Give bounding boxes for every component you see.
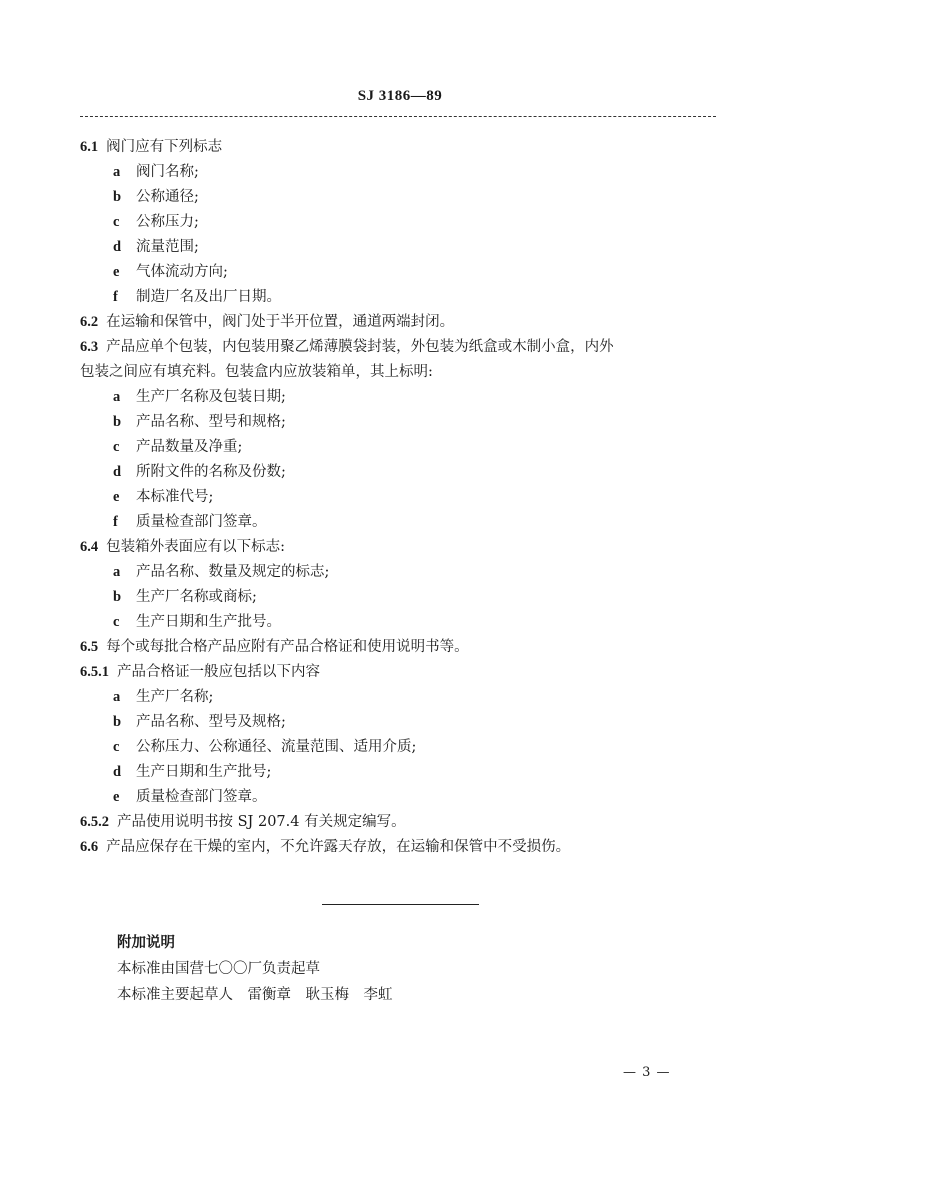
line-text: 质量检查部门签章。	[136, 789, 267, 805]
clause-number: 6.2	[80, 314, 99, 330]
list-item	[80, 510, 720, 535]
item-letter: d	[113, 464, 122, 480]
line-text: 生产日期和生产批号。	[136, 614, 281, 630]
clause-number: 6.5.1	[80, 664, 109, 680]
line-text: 所附文件的名称及份数;	[136, 464, 286, 480]
item-letter: d	[113, 764, 122, 780]
list-item	[80, 410, 720, 435]
item-letter: f	[113, 514, 118, 530]
line-text: 产品应单个包装，内包装用聚乙烯薄膜袋封装，外包装为纸盒或木制小盒，内外	[106, 339, 614, 355]
line-text: 阀门名称;	[136, 164, 199, 180]
list-item	[80, 160, 720, 185]
list-item	[80, 235, 720, 260]
list-item	[80, 460, 720, 485]
line-text: 质量检查部门签章。	[136, 514, 267, 530]
item-letter: e	[113, 489, 120, 505]
clause-line	[80, 310, 720, 335]
line-text: 公称通径;	[136, 189, 199, 205]
clause-line	[80, 535, 720, 560]
item-letter: c	[113, 739, 120, 755]
item-letter: d	[113, 239, 122, 255]
clause-number: 6.1	[80, 139, 99, 155]
line-text: 公称压力;	[136, 214, 199, 230]
list-item	[80, 760, 720, 785]
clause-line	[80, 135, 720, 160]
line-text: 产品名称、型号和规格;	[136, 414, 286, 430]
list-item	[80, 385, 720, 410]
item-letter: b	[113, 589, 122, 605]
list-item	[80, 610, 720, 635]
clause-number: 6.3	[80, 339, 99, 355]
item-letter: e	[113, 789, 120, 805]
line-text: 每个或每批合格产品应附有产品合格证和使用说明书等。	[106, 639, 469, 655]
clause-line	[80, 835, 720, 860]
line-text: 产品应保存在干燥的室内，不允许露天存放，在运输和保管中不受损伤。	[106, 839, 571, 855]
section-divider	[322, 904, 479, 905]
line-text: 生产厂名称或商标;	[136, 589, 257, 605]
clause-number: 6.6	[80, 839, 99, 855]
line-text: 公称压力、公称通径、流量范围、适用介质;	[136, 739, 417, 755]
list-item	[80, 735, 720, 760]
item-letter: c	[113, 214, 120, 230]
clause-line	[80, 660, 720, 685]
page-number: — 3 —	[623, 1065, 671, 1080]
list-item	[80, 485, 720, 510]
clause-number: 6.5.2	[80, 814, 109, 830]
item-letter: a	[113, 689, 121, 705]
line-text: 制造厂名及出厂日期。	[136, 289, 281, 305]
line-text: 气体流动方向;	[136, 264, 228, 280]
list-item	[80, 560, 720, 585]
continuation-line	[80, 360, 720, 385]
line-text: 阀门应有下列标志	[106, 139, 223, 155]
list-item	[80, 785, 720, 810]
line-text: 流量范围;	[136, 239, 199, 255]
clause-line	[80, 810, 720, 835]
appendix-drafting-unit: 本标准由国营七〇〇厂负责起草	[117, 961, 320, 977]
appendix-title: 附加说明	[117, 934, 175, 951]
appendix	[117, 930, 717, 1008]
list-item	[80, 185, 720, 210]
list-item	[80, 710, 720, 735]
item-letter: f	[113, 289, 118, 305]
list-item	[80, 210, 720, 235]
document-header: SJ 3186—89	[357, 88, 443, 104]
item-letter: a	[113, 389, 121, 405]
line-text: 包装之间应有填充料。包装盒内应放装箱单，其上标明:	[80, 364, 433, 380]
item-letter: b	[113, 714, 122, 730]
clause-number: 6.4	[80, 539, 99, 555]
clause-line	[80, 335, 720, 360]
body-content	[80, 135, 720, 860]
list-item	[80, 685, 720, 710]
item-letter: e	[113, 264, 120, 280]
line-text: 产品数量及净重;	[136, 439, 243, 455]
line-text: 生产厂名称及包装日期;	[136, 389, 286, 405]
line-text: 生产日期和生产批号;	[136, 764, 272, 780]
item-letter: b	[113, 189, 122, 205]
appendix-drafters: 本标准主要起草人 雷衡章 耿玉梅 李虹	[117, 987, 393, 1003]
clause-line	[80, 635, 720, 660]
list-item	[80, 285, 720, 310]
line-text: 产品名称、数量及规定的标志;	[136, 564, 330, 580]
item-letter: a	[113, 164, 121, 180]
list-item	[80, 435, 720, 460]
line-text: 包装箱外表面应有以下标志:	[106, 539, 286, 555]
line-text: 产品合格证一般应包括以下内容	[117, 664, 320, 680]
item-letter: b	[113, 414, 122, 430]
line-text: 产品使用说明书按 SJ 207.4 有关规定编写。	[117, 814, 406, 830]
clause-number: 6.5	[80, 639, 99, 655]
list-item	[80, 585, 720, 610]
list-item	[80, 260, 720, 285]
item-letter: c	[113, 614, 120, 630]
item-letter: a	[113, 564, 121, 580]
line-text: 在运输和保管中，阀门处于半开位置，通道两端封闭。	[106, 314, 455, 330]
item-letter: c	[113, 439, 120, 455]
header-rule	[80, 116, 716, 117]
line-text: 产品名称、型号及规格;	[136, 714, 286, 730]
line-text: 生产厂名称;	[136, 689, 214, 705]
line-text: 本标准代号;	[136, 489, 214, 505]
